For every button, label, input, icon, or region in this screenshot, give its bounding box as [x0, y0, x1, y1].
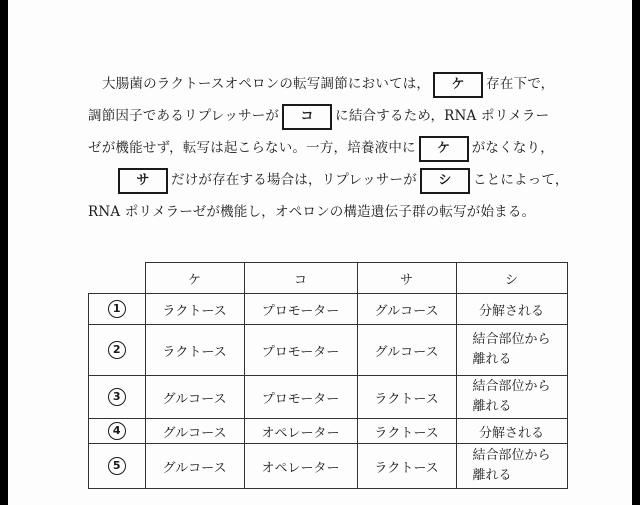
cell-sa: ラクトース — [357, 419, 456, 444]
table-row[interactable] — [89, 294, 568, 325]
question-passage — [88, 68, 588, 228]
choice-number: 1 — [108, 300, 126, 318]
column-header-ke: ケ — [145, 263, 244, 294]
choice-number-cell[interactable] — [89, 294, 146, 325]
choice-number-cell[interactable] — [89, 376, 146, 419]
cell-text-line-2: 離れる — [472, 399, 512, 414]
passage-text: ことによって， — [472, 172, 569, 188]
table-row[interactable] — [89, 325, 568, 376]
passage-text: がなくなり， — [471, 140, 554, 156]
cell-ke: ラクトース — [145, 325, 244, 376]
blank-ke-box: ケ — [433, 72, 483, 98]
cell-sa: ラクトース — [357, 444, 456, 489]
choice-number: 5 — [108, 457, 126, 475]
cell-shi — [456, 376, 567, 419]
table-header-row — [89, 263, 568, 294]
passage-text: 存在下で， — [486, 76, 555, 92]
passage-text: ゼが機能せず，転写は起こらない。一方，培養液中に — [88, 140, 416, 156]
cell-text-line-2: 離れる — [472, 352, 512, 367]
passage-line-4 — [88, 164, 588, 196]
cell-ko: プロモーター — [244, 294, 357, 325]
column-header-ko: コ — [244, 263, 357, 294]
cell-text-line-2: 離れる — [472, 468, 512, 483]
cell-ko: オペレーター — [244, 444, 357, 489]
cell-ko: プロモーター — [244, 325, 357, 376]
passage-text: に結合するため，RNA ポリメラー — [335, 108, 550, 124]
cell-text: 分解される — [478, 303, 544, 319]
cell-shi — [456, 444, 567, 489]
choice-number: 3 — [108, 388, 126, 406]
document-page — [8, 0, 632, 505]
corner-cell — [89, 263, 146, 294]
cell-ko: オペレーター — [244, 419, 357, 444]
cell-shi — [456, 325, 567, 376]
cell-ke: ラクトース — [145, 294, 244, 325]
table-row[interactable] — [89, 444, 568, 489]
cell-sa: ラクトース — [357, 376, 456, 419]
cell-ke: グルコース — [145, 444, 244, 489]
choice-number: 2 — [108, 341, 126, 359]
passage-line-2 — [88, 100, 588, 132]
column-header-shi: シ — [456, 263, 567, 294]
cell-text-line-1: 結合部位から — [472, 448, 551, 463]
answer-choices-table — [88, 262, 568, 489]
cell-shi — [456, 294, 567, 325]
passage-text: だけが存在する場合は，リプレッサーが — [171, 172, 417, 188]
column-header-sa: サ — [357, 263, 456, 294]
cell-sa: グルコース — [357, 325, 456, 376]
blank-ke-box: ケ — [419, 136, 469, 162]
passage-line-5 — [88, 196, 588, 228]
cell-text-line-1: 結合部位から — [472, 332, 551, 347]
blank-sa-box: サ — [118, 168, 168, 194]
cell-text-line-1: 結合部位から — [472, 379, 551, 394]
blank-ko-box: コ — [282, 104, 332, 130]
passage-text: RNA ポリメラーゼが機能し，オペロンの構造遺伝子群の転写が始まる。 — [88, 204, 536, 220]
cell-ke: グルコース — [145, 376, 244, 419]
choice-number-cell[interactable] — [89, 419, 146, 444]
table-row[interactable] — [89, 419, 568, 444]
passage-text: 調節因子であるリプレッサーが — [88, 108, 280, 124]
cell-ke: グルコース — [145, 419, 244, 444]
cell-ko: プロモーター — [244, 376, 357, 419]
blank-shi-box: シ — [420, 168, 470, 194]
cell-text: 分解される — [478, 425, 544, 441]
passage-line-3 — [88, 132, 588, 164]
cell-shi — [456, 419, 567, 444]
table-row[interactable] — [89, 376, 568, 419]
passage-line-1 — [88, 68, 588, 100]
choice-number-cell[interactable] — [89, 444, 146, 489]
choice-number: 4 — [108, 422, 126, 440]
passage-text: 大腸菌のラクトースオペロンの転写調節においては， — [102, 76, 431, 92]
choice-number-cell[interactable] — [89, 325, 146, 376]
cell-sa: グルコース — [357, 294, 456, 325]
